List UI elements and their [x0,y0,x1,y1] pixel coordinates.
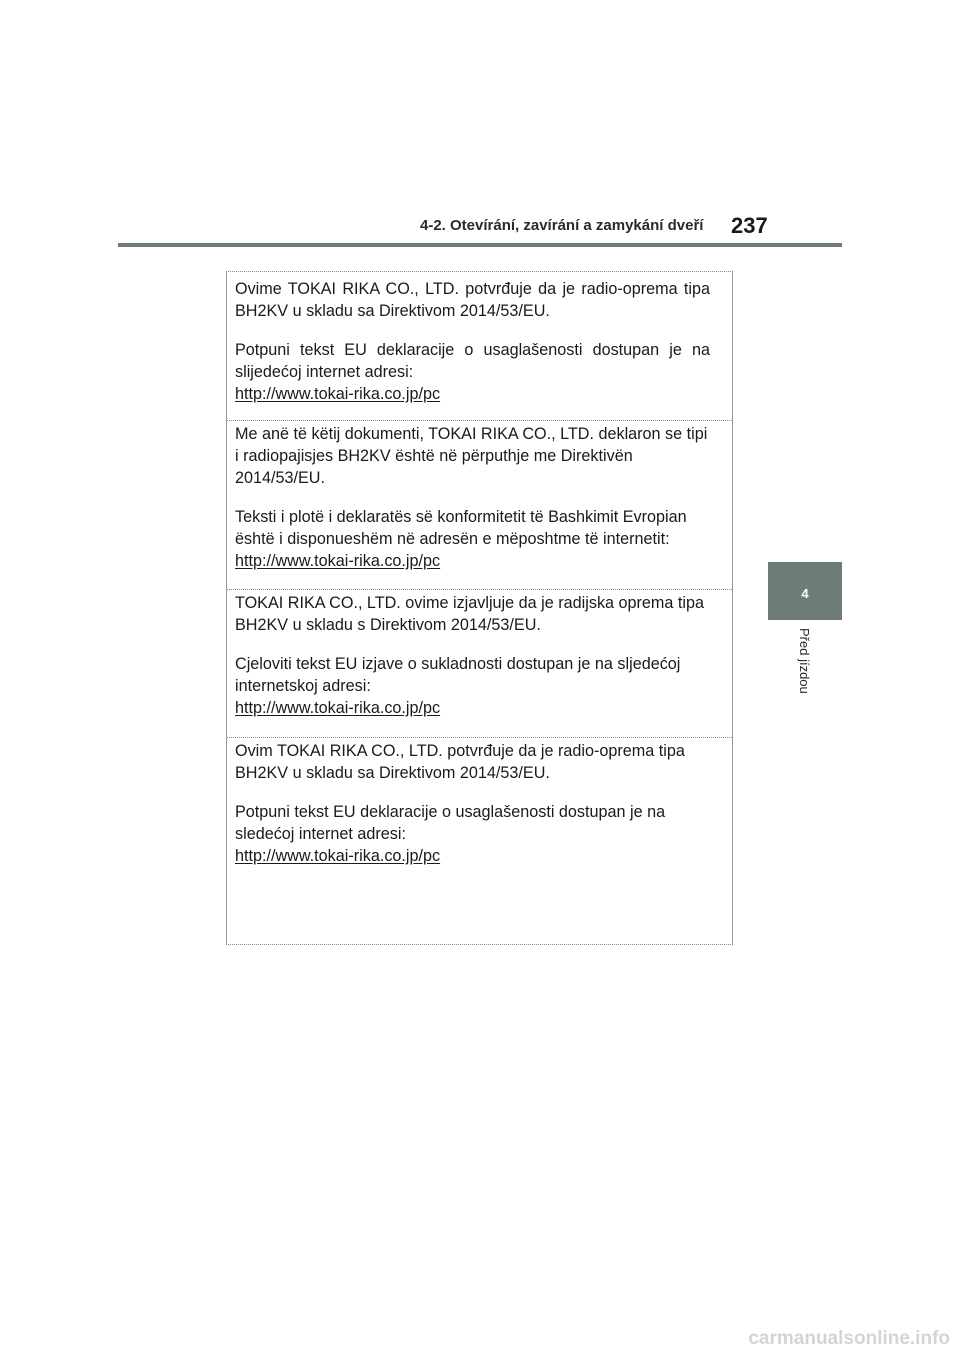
declaration-section [227,737,732,937]
chapter-title [797,628,817,738]
chapter-title-text: Před jízdou [797,628,812,694]
declaration-notice: Teksti i plotë i deklaratës së konformitetit të Bashkimit Evropian është i disponueshëm në adresën e mëposhtme të internetit: [235,508,687,548]
declaration-link[interactable]: http://www.tokai-rika.co.jp/pc [235,552,441,570]
header-rule [118,243,842,247]
declaration-statement: Me anë të këtij dokumenti, TOKAI RIKA CO., LTD. deklaron se tipi i radiopajisjes BH2KV është në përputhje me Direktivën 2014/53/EU. [235,425,708,487]
declaration-link[interactable]: http://www.tokai-rika.co.jp/pc [235,699,441,717]
declaration-section [227,420,732,587]
declaration-statement: TOKAI RIKA CO., LTD. ovime izjavljuje da je radijska oprema tipa BH2KV u skladu s Direktivom 2014/53/EU. [235,594,705,634]
declaration-statement: Ovime TOKAI RIKA CO., LTD. potvrđuje da je radio-oprema tipa BH2KV u skladu sa Direktivom 2014/53/EU. [235,280,710,320]
chapter-number: 4 [801,586,809,601]
declaration-link[interactable]: http://www.tokai-rika.co.jp/pc [235,847,441,865]
chapter-tab[interactable] [768,562,842,620]
declaration-link[interactable]: http://www.tokai-rika.co.jp/pc [235,385,441,403]
declaration-notice: Cjeloviti tekst EU izjave o sukladnosti dostupan je na sljedećoj internetskoj adresi: [235,655,681,695]
section-title: 4-2. Otevírání, zavírání a zamykání dveří [420,217,704,234]
declaration-notice: Potpuni tekst EU deklaracije o usaglašenosti dostupan je na slijedećoj internet adresi: [235,341,710,381]
declaration-box [226,271,733,945]
declaration-notice: Potpuni tekst EU deklaracije o usaglašenosti dostupan je na sledećoj internet adresi: [235,803,666,843]
watermark: carmanualsonline.info [748,1328,950,1349]
declaration-statement: Ovim TOKAI RIKA CO., LTD. potvrđuje da je radio-oprema tipa BH2KV u skladu sa Direktivom 2014/53/EU. [235,742,685,782]
declaration-section [227,278,732,417]
declaration-section [227,589,732,737]
page-number: 237 [731,213,768,238]
